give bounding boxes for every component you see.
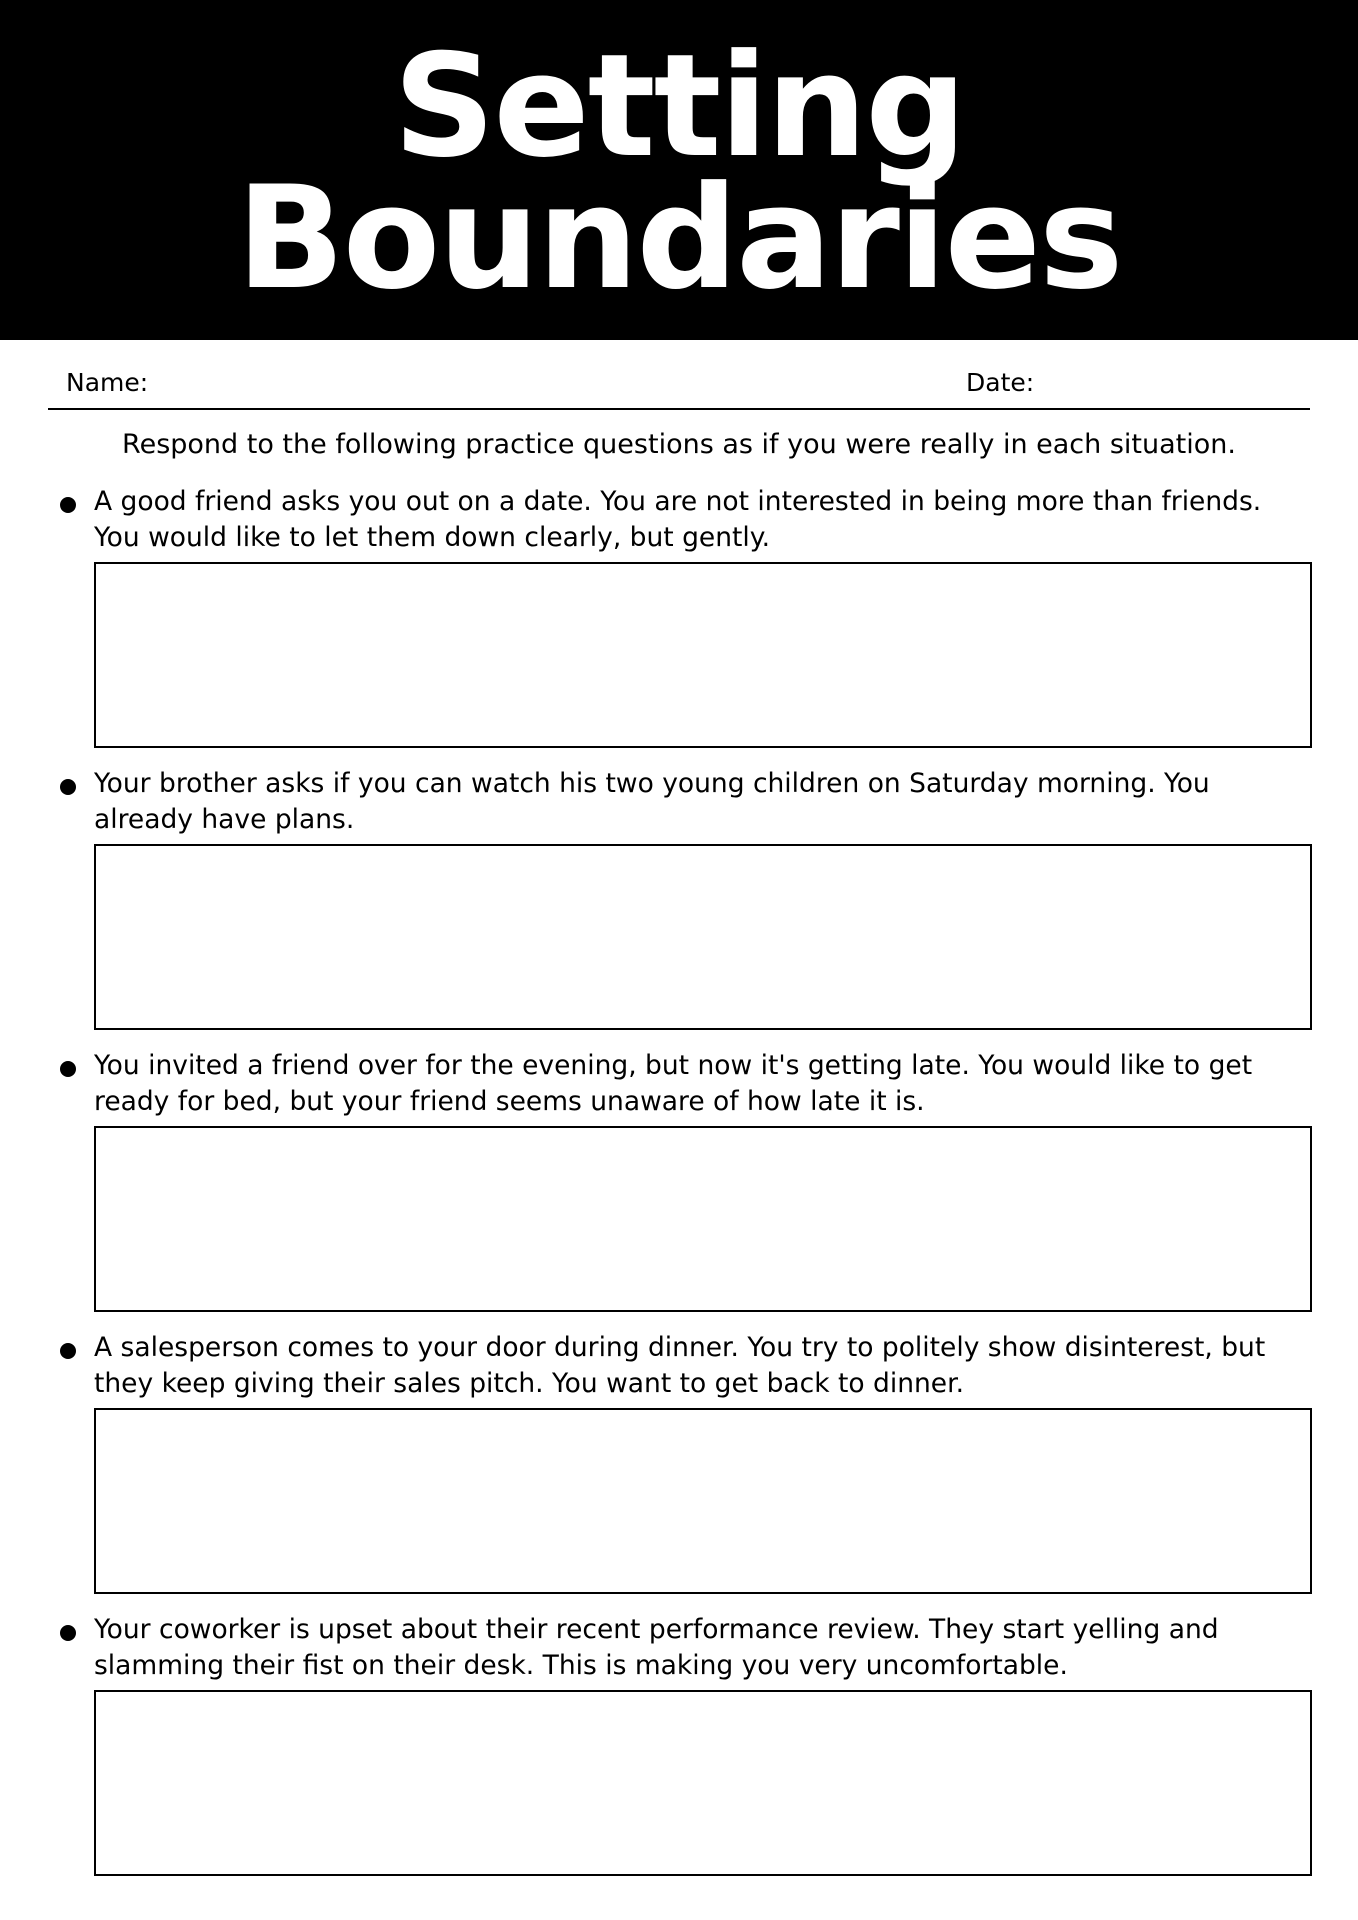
question-prompt: Your coworker is upset about their recent performance review. They start yelling and slamming their fist on their desk. This is making you very uncomfortable.: [94, 1614, 1219, 1681]
bullet-icon: [60, 1061, 76, 1077]
question-prompt: A salesperson comes to your door during dinner. You try to politely show disinterest, but they keep giving their sales pitch. You want to get back to dinner.: [94, 1332, 1266, 1399]
bullet-icon: [60, 779, 76, 795]
title-banner: [0, 0, 1358, 340]
question-1: [0, 484, 1358, 744]
bullet-icon: [60, 497, 76, 513]
question-4: [0, 1330, 1358, 1590]
answer-box[interactable]: [94, 1408, 1312, 1594]
answer-box[interactable]: [94, 562, 1312, 748]
title-line-1: Setting: [393, 24, 965, 189]
question-3: [0, 1048, 1358, 1308]
name-label: Name:: [66, 368, 149, 397]
answer-box[interactable]: [94, 844, 1312, 1030]
question-2: [0, 766, 1358, 1026]
date-label: Date:: [966, 368, 1035, 397]
question-prompt: Your brother asks if you can watch his two young children on Saturday morning. You already have plans.: [94, 768, 1210, 835]
bullet-icon: [60, 1343, 76, 1359]
bullet-icon: [60, 1625, 76, 1641]
question-5: [0, 1612, 1358, 1872]
answer-box[interactable]: [94, 1690, 1312, 1876]
question-prompt: A good friend asks you out on a date. You are not interested in being more than friends. You would like to let them down clearly, but gently.: [94, 486, 1262, 553]
title-line-2: Boundaries: [236, 156, 1122, 321]
instructions-text: Respond to the following practice questions as if you were really in each situation.: [122, 429, 1236, 460]
answer-box[interactable]: [94, 1126, 1312, 1312]
name-date-row: [48, 362, 1310, 410]
question-prompt: You invited a friend over for the evening, but now it's getting late. You would like to get ready for bed, but your friend seems unaware of how late it is.: [94, 1050, 1253, 1117]
